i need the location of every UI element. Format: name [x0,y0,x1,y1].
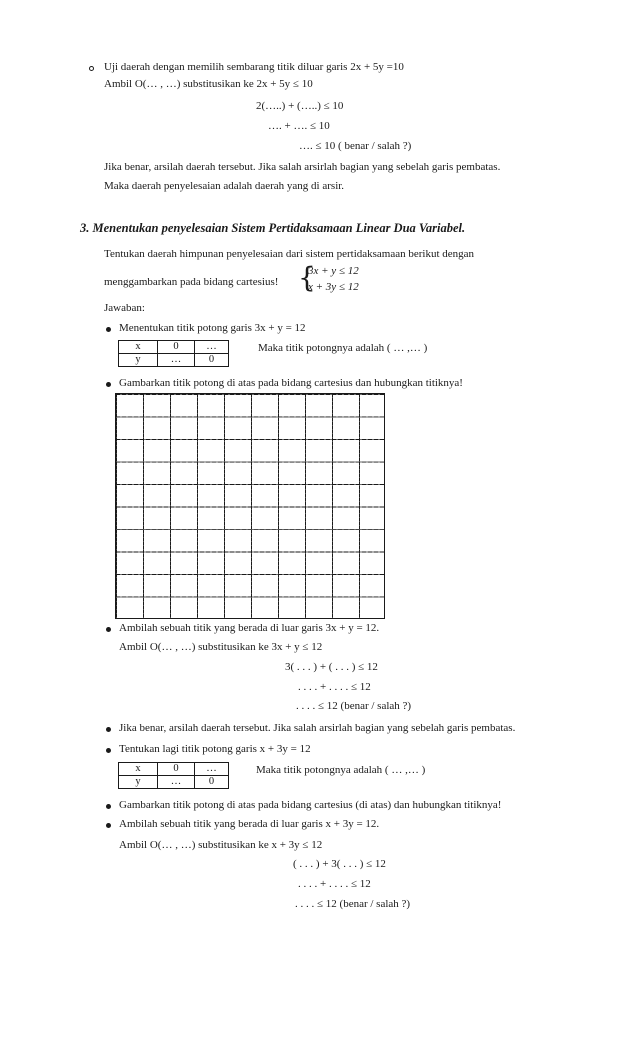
section-heading: 3. Menentukan penyelesaian Sistem Pertidaksamaan Linear Dua Variabel. [80,221,466,235]
bullet-gambarkan-2: Gambarkan titik potong di atas pada bidang cartesius (di atas) dan hubungkan titiknya! [119,799,502,811]
intercept-table-2 [118,762,229,789]
calc-line-1: 2(…..) + (…..) ≤ 10 [256,100,344,112]
table-cell: 0 [158,341,195,354]
table-cell: … [158,354,195,367]
calc-line-6: . . . . ≤ 12 (benar / salah ?) [296,700,412,712]
bullet-icon [106,748,111,753]
system-brace: { [298,261,316,294]
table-cell: … [158,776,195,789]
titik-potong-result-2: Maka titik potongnya adalah ( … ,… ) [256,764,426,776]
table-cell: 0 [195,354,229,367]
table-cell: y [119,354,158,367]
table-cell: x [119,763,158,776]
table-cell: … [195,763,229,776]
jawaban-label: Jawaban: [104,302,145,314]
uji-title: Uji daerah dengan memilih sembarang titik diluar garis 2x + 5y =10 [104,61,404,73]
bullet-ambil-titik-2: Ambilah sebuah titik yang berada di luar garis x + 3y = 12. [119,818,380,830]
table-cell: 0 [158,763,195,776]
intro-line-2: menggambarkan pada bidang cartesius! [104,276,279,288]
calc-line-5: . . . . + . . . . ≤ 12 [298,681,371,693]
table-cell: 0 [195,776,229,789]
calc-line-8: . . . . + . . . . ≤ 12 [298,878,371,890]
bullet-icon [106,382,111,387]
calc-line-7: ( . . . ) + 3( . . . ) ≤ 12 [293,858,386,870]
bullet-titik-potong-1: Menentukan titik potong garis 3x + y = 12 [119,322,306,334]
ambil-line-3: Ambil O(… , …) substitusikan ke x + 3y ≤ 12 [119,839,323,851]
calc-line-9: . . . . ≤ 12 (benar / salah ?) [295,898,411,910]
table-cell: y [119,776,158,789]
titik-potong-result-1: Maka titik potongnya adalah ( … ,… ) [258,342,428,354]
calc-line-2: …. + …. ≤ 10 [268,120,330,132]
table-row [119,354,229,367]
bullet-jika-benar: Jika benar, arsilah daerah tersebut. Jika salah arsirlah bagian yang sebelah garis pembatas. [119,722,516,734]
bullet-icon [106,804,111,809]
system-eq-2: x + 3y ≤ 12 [308,281,359,293]
bullet-icon [106,823,111,828]
table-row [119,341,229,354]
cartesian-grid[interactable] [115,393,385,619]
bullet-gambarkan-1: Gambarkan titik potong di atas pada bidang cartesius dan hubungkan titiknya! [119,377,463,389]
system-eq-1: 3x + y ≤ 12 [308,265,359,277]
calc-line-3: …. ≤ 10 ( benar / salah ?) [299,140,412,152]
intro-line-1: Tentukan daerah himpunan penyelesaian dari sistem pertidaksamaan berikut dengan [104,248,475,260]
bullet-icon [106,327,111,332]
calc-line-4: 3( . . . ) + ( . . . ) ≤ 12 [285,661,378,673]
table-cell: x [119,341,158,354]
note-line-1: Jika benar, arsilah daerah tersebut. Jika salah arsirlah bagian yang sebelah garis pembatas. [104,161,501,173]
bullet-ambil-titik-1: Ambilah sebuah titik yang berada di luar garis 3x + y = 12. [119,622,380,634]
bullet-icon [106,727,111,732]
table-cell: … [195,341,229,354]
bullet-icon [106,627,111,632]
ambil-line: Ambil O(… , …) substitusikan ke 2x + 5y ≤ 10 [104,78,313,90]
hollow-bullet-icon [89,66,94,71]
note-line-2: Maka daerah penyelesaian adalah daerah yang di arsir. [104,180,345,192]
table-row [119,776,229,789]
ambil-line-2: Ambil O(… , …) substitusikan ke 3x + y ≤ 12 [119,641,323,653]
intercept-table-1 [118,340,229,367]
table-row [119,763,229,776]
bullet-titik-potong-2: Tentukan lagi titik potong garis x + 3y = 12 [119,743,311,755]
